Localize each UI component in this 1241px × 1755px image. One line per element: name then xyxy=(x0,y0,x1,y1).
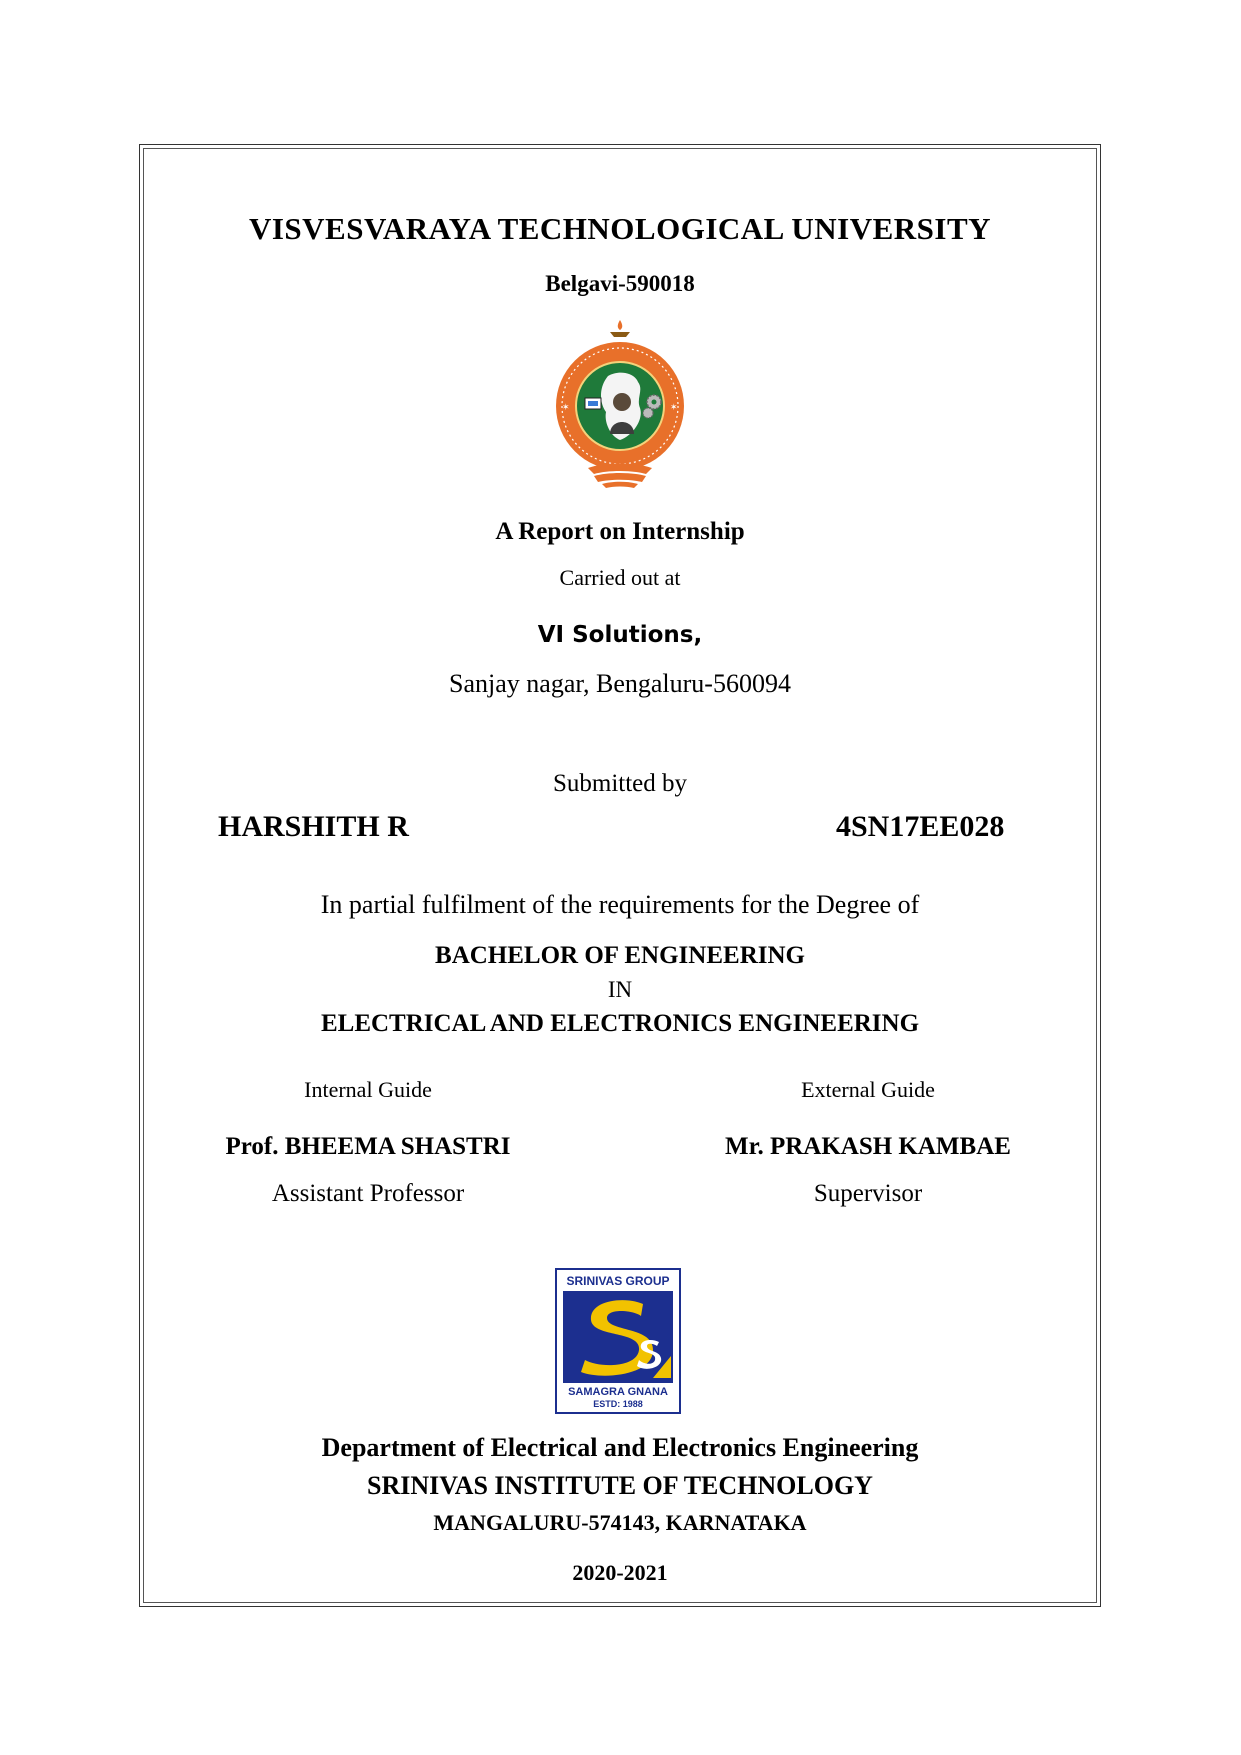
carried-out-label: Carried out at xyxy=(559,565,681,590)
institute-name: SRINIVAS INSTITUTE OF TECHNOLOGY xyxy=(367,1471,873,1500)
university-city: Belgavi-590018 xyxy=(545,271,695,296)
degree-name: BACHELOR OF ENGINEERING xyxy=(435,942,805,969)
lamp-icon xyxy=(610,320,630,337)
internal-guide-name: Prof. BHEEMA SHASTRI xyxy=(225,1133,511,1160)
internal-guide-label: Internal Guide xyxy=(304,1077,432,1102)
report-title: A Report on Internship xyxy=(495,518,745,545)
submitted-by-label: Submitted by xyxy=(552,770,688,797)
partial-fulfilment-text: In partial fulfilment of the requirements for the Degree of xyxy=(320,890,920,919)
student-usn: 4SN17EE028 xyxy=(836,810,1005,843)
ribbon-icon xyxy=(588,464,652,489)
sit-logo-top-text: SRINIVAS GROUP xyxy=(566,1274,670,1288)
svg-text:✶: ✶ xyxy=(670,403,678,413)
university-title: VISVESVARAYA TECHNOLOGICAL UNIVERSITY xyxy=(248,211,992,246)
internal-guide-role: Assistant Professor xyxy=(271,1180,465,1207)
external-guide-label: External Guide xyxy=(801,1077,935,1102)
degree-in-word: IN xyxy=(607,977,633,1002)
company-name: VI Solutions, xyxy=(537,622,703,648)
department-name: Department of Electrical and Electronics Engineering xyxy=(321,1433,919,1462)
company-address: Sanjay nagar, Bengaluru-560094 xyxy=(449,669,791,698)
sit-logo xyxy=(555,1268,681,1414)
student-name: HARSHITH R xyxy=(218,810,409,843)
sit-logo-estd: ESTD: 1988 xyxy=(593,1399,643,1409)
external-guide-role: Supervisor xyxy=(813,1180,923,1207)
external-guide-name: Mr. PRAKASH KAMBAE xyxy=(725,1133,1011,1160)
academic-year: 2020-2021 xyxy=(572,1560,668,1585)
vtu-logo xyxy=(548,318,692,490)
svg-text:✶: ✶ xyxy=(562,403,570,413)
degree-branch: ELECTRICAL AND ELECTRONICS ENGINEERING xyxy=(320,1010,920,1037)
institute-address: MANGALURU-574143, KARNATAKA xyxy=(433,1510,807,1535)
sit-logo-bottom-text: SAMAGRA GNANA xyxy=(568,1386,668,1398)
